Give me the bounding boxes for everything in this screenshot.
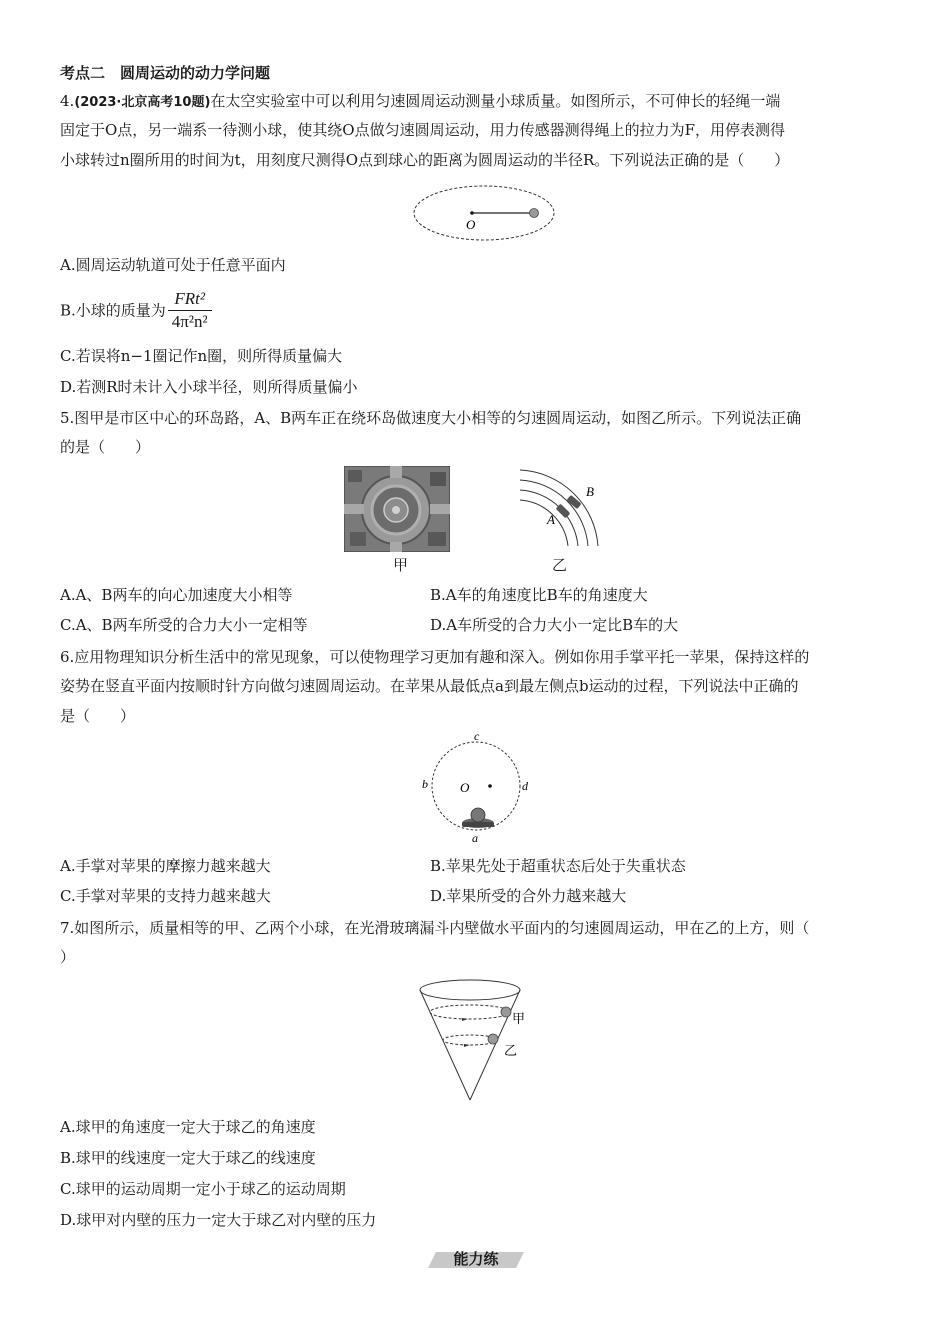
q7-line1: 7.如图所示，质量相等的甲、乙两个小球，在光滑玻璃漏斗内壁做水平面内的匀速圆周运动，甲在乙的上方，则（ — [60, 919, 810, 937]
label-yi: 乙 — [504, 1043, 518, 1058]
q5-diagram-lanes — [516, 466, 606, 552]
label-o: O — [460, 780, 470, 795]
q7-option-b: B.球甲的线速度一定大于球乙的线速度 — [60, 1149, 316, 1167]
q4-line2: 固定于O点，另一端系一待测小球，使其绕O点做匀速圆周运动，用力传感器测得绳上的拉力为F，用停表测得 — [60, 121, 786, 139]
q7-option-d: D.球甲对内壁的压力一定大于球乙对内壁的压力 — [60, 1211, 377, 1229]
label-c: c — [474, 729, 480, 743]
q7-option-c: C.球甲的运动周期一定小于球乙的运动周期 — [60, 1180, 346, 1198]
ball-upper — [501, 1007, 511, 1017]
q5-option-a: A.A、B两车的向心加速度大小相等 — [60, 586, 293, 604]
q7-option-a: A.球甲的角速度一定大于球乙的角速度 — [60, 1118, 316, 1136]
section-title: 考点二 圆周运动的动力学问题 — [60, 64, 271, 82]
label-b: B — [586, 484, 594, 499]
q5-line2: 的是（ ） — [60, 438, 151, 456]
q4-option-d: D.若测R时未计入小球半径，则所得质量偏小 — [60, 378, 358, 396]
q6-option-c: C.手掌对苹果的支持力越来越大 — [60, 887, 271, 905]
label-jia: 甲 — [512, 1011, 526, 1026]
q4-line1-text: 在太空实验室中可以利用匀速圆周运动测量小球质量。如图所示，不可伸长的轻绳一端 — [210, 92, 781, 110]
ball — [530, 209, 539, 218]
q5-option-c: C.A、B两车所受的合力大小一定相等 — [60, 616, 308, 634]
q5-photo-roundabout — [344, 466, 450, 552]
banner-text: 能力练 — [453, 1250, 499, 1268]
label-d: d — [522, 779, 528, 793]
orbit-upper — [430, 1005, 510, 1019]
q5-fig-label-left: 甲 — [393, 556, 409, 574]
label-a: A — [547, 512, 555, 527]
q6-option-a: A.手掌对苹果的摩擦力越来越大 — [60, 857, 271, 875]
q6-option-d: D.苹果所受的合外力越来越大 — [430, 887, 627, 905]
q4-figure — [408, 182, 560, 244]
q4-option-c: C.若误将n−1圈记作n圈，则所得质量偏大 — [60, 347, 343, 365]
q5-option-d: D.A车所受的合力大小一定比B车的大 — [430, 616, 679, 634]
label-b: b — [422, 777, 428, 791]
q4-line3: 小球转过n圈所用的时间为t，用刻度尺测得O点到球心的距离为圆周运动的半径R。下列说法正确的是（ ） — [60, 151, 790, 169]
funnel-rim — [420, 980, 520, 1000]
q4-fig-label-o: O — [466, 217, 476, 232]
q4-option-a: A.圆周运动轨道可处于任意平面内 — [60, 256, 286, 274]
q7-line2: ） — [60, 948, 76, 966]
q6-line1: 6.应用物理知识分析生活中的常见现象，可以使物理学习更加有趣和深入。例如你用手掌平托一苹果，保持这样的 — [60, 648, 810, 666]
q5-line1: 5.图甲是市区中心的环岛路，A、B两车正在绕环岛做速度大小相等的匀速圆周运动，如图乙所示。下列说法正确 — [60, 409, 802, 427]
label-a: a — [472, 831, 478, 845]
center-point — [488, 784, 492, 788]
q4-option-b-prefix: B.小球的质量为 — [60, 301, 166, 320]
q4-option-b-fraction — [168, 288, 212, 333]
footer-banner — [428, 1248, 524, 1272]
q6-line2: 姿势在竖直平面内按顺时针方向做匀速圆周运动。在苹果从最低点a到最左侧点b运动的过程，下列说法中正确的 — [60, 677, 799, 695]
fraction-numerator: FRt² — [168, 288, 212, 311]
q7-funnel-figure — [414, 976, 544, 1106]
q4-number: 4. — [60, 92, 75, 110]
q5-fig-label-right: 乙 — [552, 556, 568, 574]
q5-option-b: B.A车的角速度比B车的角速度大 — [430, 586, 648, 604]
q6-line3: 是（ ） — [60, 707, 136, 725]
hand-with-apple — [462, 808, 494, 828]
q6-option-b: B.苹果先处于超重状态后处于失重状态 — [430, 857, 686, 875]
q4-line1 — [60, 90, 780, 114]
q6-figure — [414, 728, 534, 848]
ball-lower — [488, 1034, 498, 1044]
car-b — [566, 495, 581, 509]
fraction-denominator: 4π²n² — [171, 312, 208, 331]
q4-option-b — [60, 288, 212, 333]
q4-source: (2023·北京高考10题) — [74, 95, 211, 110]
